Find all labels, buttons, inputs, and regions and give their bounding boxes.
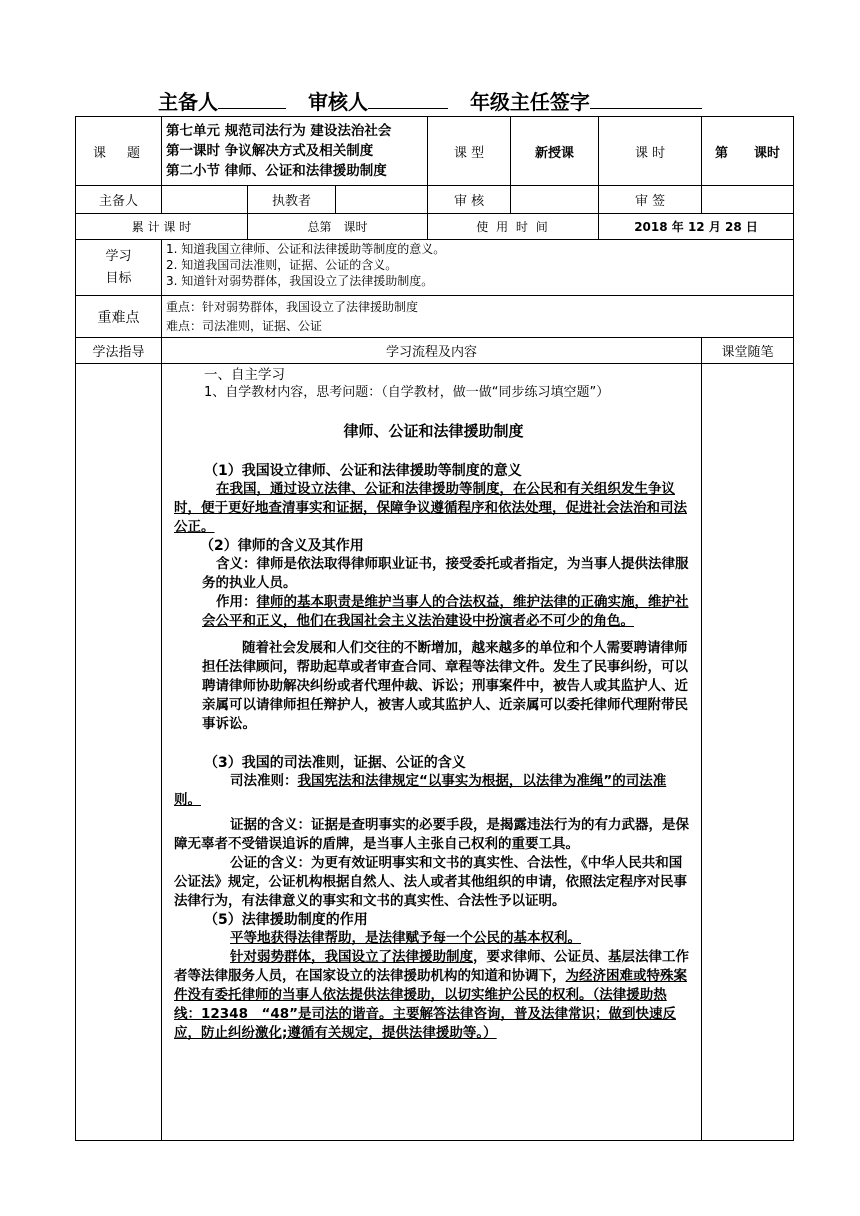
s2-meaning — [174, 555, 693, 593]
s5-body — [174, 948, 693, 1043]
time-row — [76, 214, 794, 240]
s2-role-text: 律师的基本职责是维护当事人的合法权益，维护法律的正确实施，维护社会公平和正义，他们在我国社会主义法治建设中扮演者必不可少的角色。 — [202, 594, 689, 629]
s2-extra: 随着社会发展和人们交往的不断增加，越来越多的单位和个人需要聘请律师担任法律顾问，帮助起草或者审查合同、章程等法律文件。发生了民事纠纷，可以聘请律师协助解决纠纷或者代理仲裁、诉讼；刑事案件中，被告人或其监护人、近亲属可以请律师担任辩护人，被害人或其监护人、近亲属可以委托律师代理附带民事诉讼。 — [202, 640, 688, 732]
s5-line1: 平等地获得法律帮助，是法律赋予每一个公民的基本权利。 — [230, 930, 581, 946]
notes-column-body[interactable] — [702, 364, 794, 1141]
use-time-label: 使 用 时 间 — [428, 214, 599, 240]
keypoints-label: 重难点 — [76, 296, 162, 338]
review-value[interactable] — [511, 186, 599, 214]
sign-label: 审 签 — [599, 186, 702, 214]
goal-item: 1. 知道我国立律师、公证和法律援助等制度的意义。 — [166, 242, 446, 256]
process-column-header: 学习流程及内容 — [162, 338, 702, 364]
type-label: 课 型 — [428, 117, 511, 186]
s2-meaning-text: 律师是依法取得律师职业证书，接受委托或者指定，为当事人提供法律服务的执业人员。 — [202, 556, 689, 591]
preparer-cell-value[interactable] — [162, 186, 248, 214]
sign-value[interactable] — [702, 186, 794, 214]
staff-row — [76, 186, 794, 214]
period-label: 课 时 — [599, 117, 702, 186]
topic-line: 第二小节 律师、公证和法律援助制度 — [166, 163, 387, 179]
s3-rule-label: 司法准则： — [230, 773, 298, 789]
preparer-cell-label: 主备人 — [76, 186, 162, 214]
director-sign-label: 年级主任签字 — [469, 90, 590, 114]
keypoints-content — [162, 296, 794, 338]
s1-body: 在我国，通过设立法律、公证和法律援助等制度，在公民和有关组织发生争议时，便于更好地查清事实和证据，保障争议遵循程序和依法处理，促进社会法治和司法公正。 — [174, 481, 687, 535]
goal-item: 2. 知道我国司法准则，证据、公证的含义。 — [166, 258, 398, 272]
type-value: 新授课 — [511, 117, 599, 186]
lesson-plan-table — [75, 116, 794, 1141]
executor-label: 执教者 — [248, 186, 336, 214]
review-label: 审 核 — [428, 186, 511, 214]
s3-notary: 公证的含义：为更有效证明事实和文书的真实性、合法性，《中华人民共和国公证法》规定，公证机构根据自然人、法人或者其他组织的申请，依照法定程序对民事法律行为，有法律意义的事实和文书的真实性、合法性予以证明。 — [174, 855, 687, 909]
document-header — [0, 86, 860, 115]
total-periods: 总第 课时 — [248, 214, 428, 240]
goals-label-line: 学习 — [105, 248, 132, 264]
notes-column-header: 课堂随笔 — [702, 338, 794, 364]
s2-meaning-label: 含义： — [216, 556, 257, 572]
s3-heading: （3）我国的司法准则，证据、公证的含义 — [204, 755, 466, 771]
topic-line: 第一课时 争议解决方式及相关制度 — [166, 143, 374, 159]
goals-row — [76, 240, 794, 296]
topic-line: 第七单元 规范司法行为 建设法治社会 — [166, 123, 392, 139]
director-sign-blank[interactable] — [590, 90, 702, 109]
section-title: 律师、公证和法律援助制度 — [343, 422, 524, 440]
self-study-instruction: 1、自学教材内容，思考问题：（自学教材，做一做“同步练习填空题”） — [204, 385, 610, 400]
date-value: 2018 年 12 月 28 日 — [599, 214, 794, 240]
topic-value — [162, 117, 428, 186]
columns-header-row — [76, 338, 794, 364]
process-content — [162, 364, 702, 1141]
guide-column-body[interactable] — [76, 364, 162, 1141]
content-row — [76, 364, 794, 1141]
cumulative-label: 累 计 课 时 — [76, 214, 248, 240]
s5-body-b: ，要求律师、公证员、基层法律工作者等法律服务人员，在国家设立的法律援助机构的知道和协调下， — [174, 949, 689, 984]
executor-value[interactable] — [336, 186, 428, 214]
key-point: 重点：针对弱势群体，我国设立了法律援助制度 — [166, 299, 419, 314]
s2-heading: （2）律师的含义及其作用 — [200, 538, 364, 554]
s3-evidence: 证据的含义：证据是查明事实的必要手段，是揭露违法行为的有力武器，是保障无辜者不受错误追诉的盾牌，是当事人主张自己权利的重要工具。 — [174, 817, 689, 852]
goals-list — [162, 240, 794, 296]
difficult-point: 难点：司法准则，证据、公证 — [166, 318, 323, 333]
goal-item: 3. 知道针对弱势群体，我国设立了法律援助制度。 — [166, 274, 434, 288]
s5-heading: （5）法律援助制度的作用 — [204, 912, 368, 928]
guide-column-header: 学法指导 — [76, 338, 162, 364]
s5-body-c: 为经济困难或特殊案件没有委托律师的当事人依法提供法律援助，以切实维护公民的权利。（法律援助热线：12348 “48”是司法的谐音。主要解答法律咨询，普及法律常识；做到快速反应，防止纠纷激化;遵循有关规定，提供法律援助等。） — [174, 968, 687, 1041]
keypoints-row — [76, 296, 794, 338]
preparer-blank[interactable] — [218, 90, 286, 109]
preparer-label: 主备人 — [158, 90, 219, 114]
s3-rule-text: 我国宪法和法律规定“以事实为根据，以法律为准绳”的司法准则。 — [174, 773, 667, 808]
s2-role-label: 作用： — [216, 594, 257, 610]
reviewer-label: 审核人 — [308, 90, 368, 114]
topic-row — [76, 117, 794, 186]
s5-body-a: 针对弱势群体，我国设立了法律援助制度 — [230, 949, 473, 965]
period-value: 第 课时 — [702, 117, 794, 186]
s3-rule — [174, 772, 693, 810]
s2-role — [174, 593, 693, 631]
s1-heading: （1）我国设立律师、公证和法律援助等制度的意义 — [204, 463, 522, 479]
topic-label: 课 题 — [76, 117, 162, 186]
goals-label-line: 目标 — [105, 270, 132, 286]
self-study-heading: 一、自主学习 — [204, 367, 285, 383]
goals-label — [76, 240, 162, 296]
reviewer-blank[interactable] — [368, 90, 448, 109]
